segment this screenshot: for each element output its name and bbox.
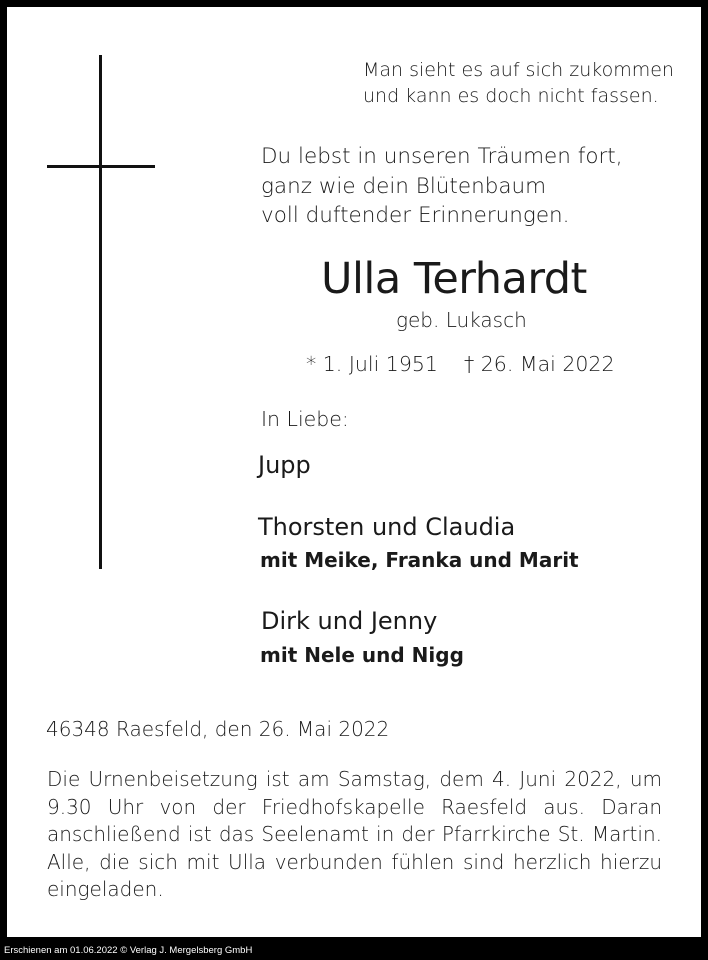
maiden-name: geb. Lukasch bbox=[396, 308, 527, 332]
opening-quote-line: und kann es doch nicht fassen. bbox=[363, 85, 659, 107]
memorial-verse bbox=[261, 142, 623, 231]
mourner-children: mit Nele und Nigg bbox=[260, 643, 464, 667]
memorial-verse-line: Du lebst in unseren Träumen fort, bbox=[261, 144, 623, 169]
memorial-verse-line: voll duftender Erinnerungen. bbox=[261, 203, 570, 228]
funeral-notice: Die Urnenbeisetzung ist am Samstag, dem 4. Juni 2022, um 9.30 Uhr von der Friedhofskapelle Raesfeld aus. Daran anschließend ist das Seelenamt in der Pfarrkirche St. Martin. Alle, die sich mit Ulla verbunden fühlen sind herzlich hierzu eingeladen. bbox=[47, 767, 662, 901]
publication-footer: Erschienen am 01.06.2022 © Verlag J. Mergelsberg GmbH bbox=[4, 945, 253, 956]
mourner-name: Jupp bbox=[258, 451, 311, 479]
death-date: † 26. Mai 2022 bbox=[464, 352, 615, 376]
memorial-verse-line: ganz wie dein Blütenbaum bbox=[261, 173, 547, 199]
mourner-name: Thorsten und Claudia bbox=[258, 513, 516, 541]
opening-quote bbox=[363, 57, 674, 109]
cross-icon-crossbar bbox=[47, 165, 155, 168]
mourner-children: mit Meike, Franka und Marit bbox=[260, 548, 579, 572]
birth-date: * 1. Juli 1951 bbox=[306, 352, 438, 376]
deceased-name: Ulla Terhardt bbox=[321, 254, 587, 304]
place-date: 46348 Raesfeld, den 26. Mai 2022 bbox=[46, 717, 390, 741]
cross-icon bbox=[99, 55, 102, 569]
mourner-name: Dirk und Jenny bbox=[261, 607, 438, 635]
mourners-intro: In Liebe: bbox=[261, 407, 349, 431]
opening-quote-line: Man sieht es auf sich zukommen bbox=[363, 59, 674, 81]
obituary-notice bbox=[7, 7, 701, 937]
